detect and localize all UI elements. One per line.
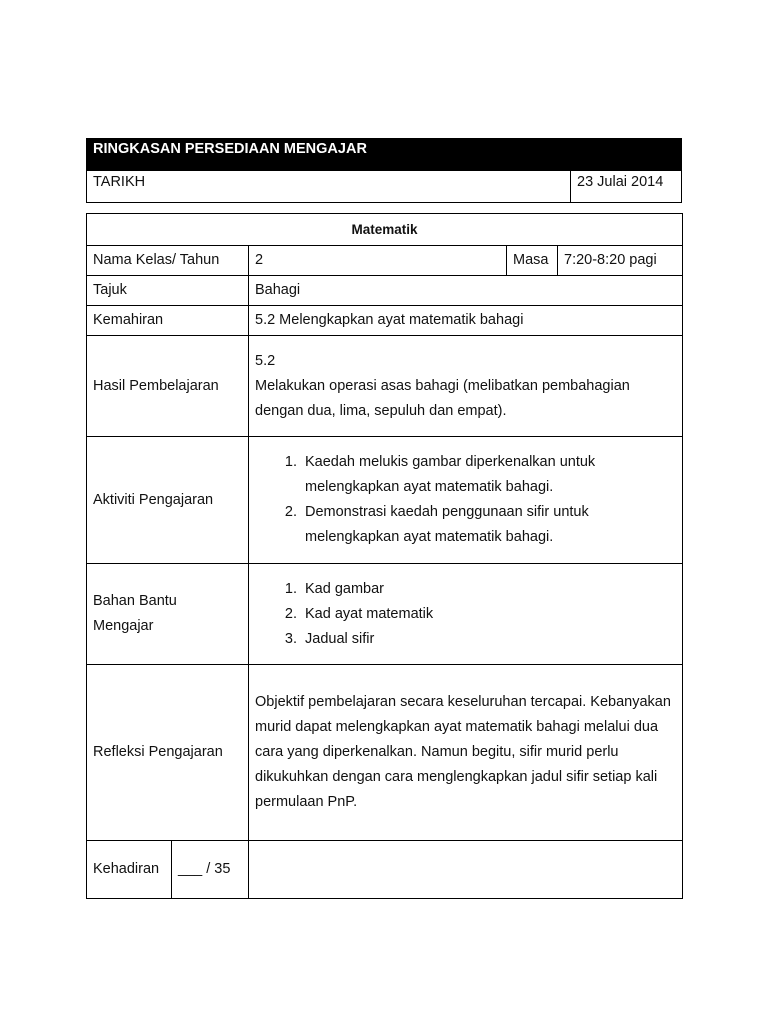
aktiviti-cell: [249, 437, 683, 564]
bahan-list: [255, 577, 676, 652]
masa-value: 7:20-8:20 pagi: [558, 246, 683, 276]
bahan-cell: [249, 564, 683, 665]
header-box: [86, 138, 682, 203]
bahan-label-line-2: Mengajar: [93, 618, 154, 634]
kehadiran-value: ___ / 35: [172, 841, 249, 899]
hasil-code: 5.2: [255, 352, 276, 369]
date-label: TARIKH: [93, 174, 146, 190]
date-row: [87, 171, 681, 202]
hasil-text: Melakukan operasi asas bahagi (melibatkan pembahagian dengan dua, lima, sepuluh dan empat).: [255, 377, 630, 419]
kehadiran-label: Kehadiran: [87, 841, 172, 899]
kemahiran-value: 5.2 Melengkapkan ayat matematik bahagi: [249, 306, 683, 336]
refleksi-label: Refleksi Pengajaran: [87, 665, 249, 841]
bahan-label-line-1: Bahan Bantu: [93, 593, 177, 609]
kemahiran-label: Kemahiran: [87, 306, 249, 336]
aktiviti-item: 1. Kaedah melukis gambar diperkenalkan untuk melengkapkan ayat matematik bahagi.: [301, 450, 676, 500]
hasil-cell: [249, 336, 683, 437]
refleksi-text: Objektif pembelajaran secara keseluruhan tercapai. Kebanyakan murid dapat melengkapkan ayat matematik bahagi melalui dua cara yang diperkenalkan. Namun begitu, sifir murid perlu dikukuhkan dengan cara menglengkapkan jadul sifir setiap kali permulaan PnP.: [249, 665, 683, 841]
kehadiran-notes: [249, 841, 683, 899]
date-value: 23 Julai 2014: [570, 171, 681, 202]
tajuk-value: Bahagi: [249, 276, 683, 306]
form-title: RINGKASAN PERSEDIAAN MENGAJAR: [87, 139, 681, 171]
hasil-label: Hasil Pembelajaran: [87, 336, 249, 437]
aktiviti-list: [255, 450, 676, 550]
aktiviti-label: Aktiviti Pengajaran: [87, 437, 249, 564]
bahan-label: [87, 564, 249, 665]
masa-label: Masa: [507, 246, 558, 276]
aktiviti-item: 2. Demonstrasi kaedah penggunaan sifir untuk melengkapkan ayat matematik bahagi.: [301, 500, 676, 550]
tajuk-label: Tajuk: [87, 276, 249, 306]
bahan-item: 2. Kad ayat matematik: [301, 602, 676, 627]
kelas-value: 2: [249, 246, 507, 276]
bahan-item: 3. Jadual sifir: [301, 627, 676, 652]
kelas-label: Nama Kelas/ Tahun: [87, 246, 249, 276]
bahan-item: 1. Kad gambar: [301, 577, 676, 602]
lesson-plan-table: [86, 213, 683, 899]
subject-title: Matematik: [87, 214, 683, 246]
